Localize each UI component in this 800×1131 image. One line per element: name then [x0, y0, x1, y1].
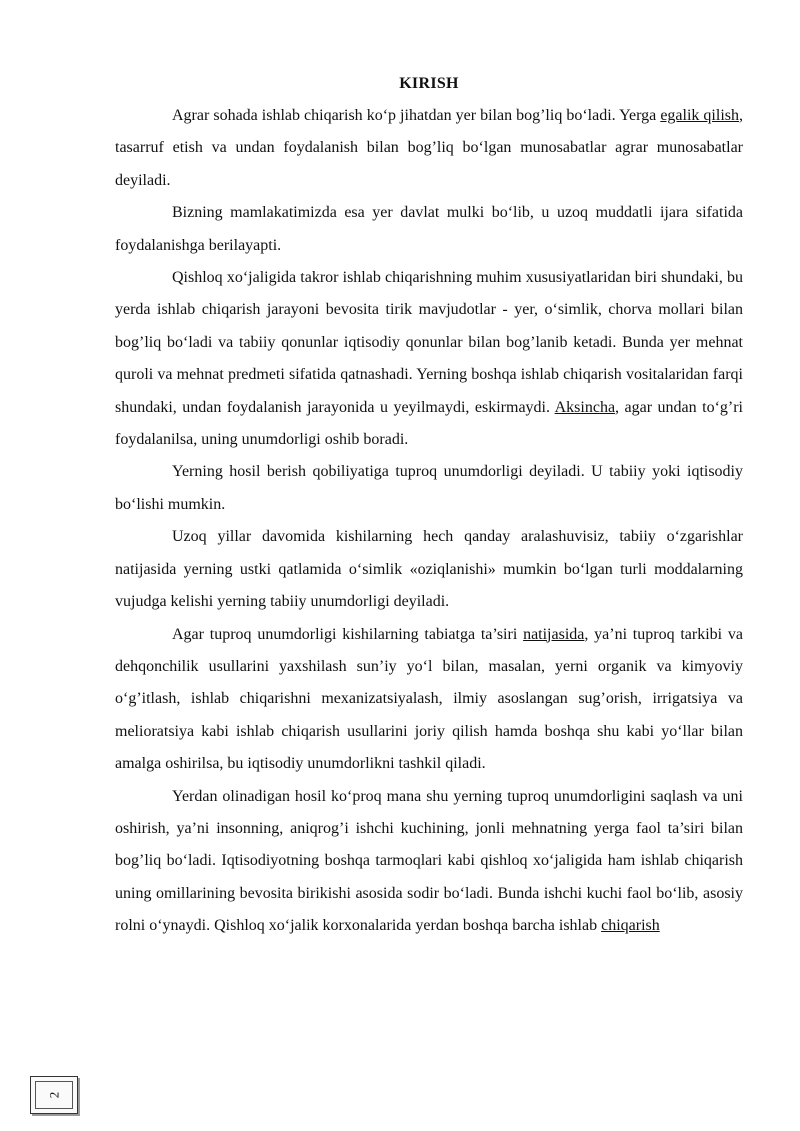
- page-number-frame: [30, 1076, 78, 1114]
- paragraph-6-text-end: , ya’ni tuproq tarkibi va dehqonchilik usullarini yaxshilash sun’iy yo‘l bilan, masalan, yerni organik va kimyoviy o‘g’itlash, ishlab chiqarishni mexanizatsiyalash, ilmiy asoslangan sug’orish, irrigatsiya va melioratsiya kabi ishlab chiqarish usullarini joriy qilish hamda boshqa shu kabi yo‘llar bilan amalga oshirilsa, bu iqtisodiy unumdorlikni tashkil qiladi.: [115, 625, 744, 773]
- paragraph-2: Bizning mamlakatimizda esa yer davlat mulki bo‘lib, u uzoq muddatli ijara sifatida foydalanishga berilayapti.: [115, 204, 743, 254]
- page-number-inner-frame: [35, 1081, 73, 1109]
- link-natijasida[interactable]: natijasida: [523, 625, 585, 643]
- document-page: [115, 74, 743, 943]
- paragraph-6-text: Agar tuproq unumdorligi kishilarning tabiatga ta’siri: [172, 625, 524, 643]
- section-heading: KIRISH: [399, 75, 459, 92]
- paragraph-5: Uzoq yillar davomida kishilarning hech qanday aralashuvisiz, tabiiy o‘zgarishlar natijasida yerning ustki qatlamida o‘simlik «oziqlanishi» mumkin bo‘lgan turli moddalarning vujudga kelishi yerning tabiiy unumdorligi deyiladi.: [115, 528, 743, 611]
- paragraph-4: Yerning hosil berish qobiliyatiga tuproq unumdorligi deyiladi. U tabiiy yoki iqtisodiy bo‘lishi mumkin.: [115, 463, 743, 513]
- link-egalik-qilish[interactable]: egalik qilish: [660, 107, 739, 124]
- paragraph-1: [115, 100, 743, 197]
- paragraph-1-text: Agrar sohada ishlab chiqarish ko‘p jihatdan yer bilan bog’liq bo‘ladi. Yerga: [172, 107, 661, 124]
- paragraph-7-text: Yerdan olinadigan hosil ko‘proq mana shu yerning tuproq unumdorligini saqlash va uni oshirish, ya’ni insonning, aniqrog’i ishchi kuchining, jonli mehnatning yerga faol ta’siri bilan bog’liq bo‘ladi. Iqtisodiyotning boshqa tarmoqlari kabi qishloq xo‘jaligida ham ishlab chiqarish uning omillarining bevosita birikishi asosida sodir bo‘ladi. Bunda ishchi kuchi faol bo‘lib, asosiy rolni o‘ynaydi. Qishloq xo‘jalik korxonalarida yerdan boshqa barcha ishlab: [115, 787, 743, 935]
- link-aksincha[interactable]: Aksincha: [554, 398, 616, 416]
- link-chiqarish[interactable]: chiqarish: [601, 917, 660, 935]
- paragraph-3: [115, 262, 743, 456]
- paragraph-6: [115, 619, 743, 781]
- paragraph-3-text-end: , agar undan to‘g’ri foydalanilsa, uning unumdorligi oshib boradi.: [115, 398, 743, 449]
- page-number: 2: [46, 1091, 61, 1099]
- paragraph-7: [115, 781, 743, 943]
- paragraph-3-text: Qishloq xo‘jaligida takror ishlab chiqarishning muhim xususiyatlaridan biri shundaki, bu yerda ishlab chiqarish jarayoni bevosita tirik mavjudotlar - yer, o‘simlik, chorva mollari bilan bog’liq bo‘ladi va tabiiy qonunlar iqtisodiy qonunlar bilan bog’lanib ketadi. Bunda yer mehnat quroli va mehnat predmeti sifatida qatnashadi. Yerning boshqa ishlab chiqarish vositalaridan farqi shundaki, undan foydalanish jarayonida u yeyilmaydi, eskirmaydi.: [115, 269, 743, 416]
- paragraph-1-text-end: , tasarruf etish va undan foydalanish bilan bog’liq bo‘lgan munosabatlar agrar munosabatlar deyiladi.: [115, 107, 743, 189]
